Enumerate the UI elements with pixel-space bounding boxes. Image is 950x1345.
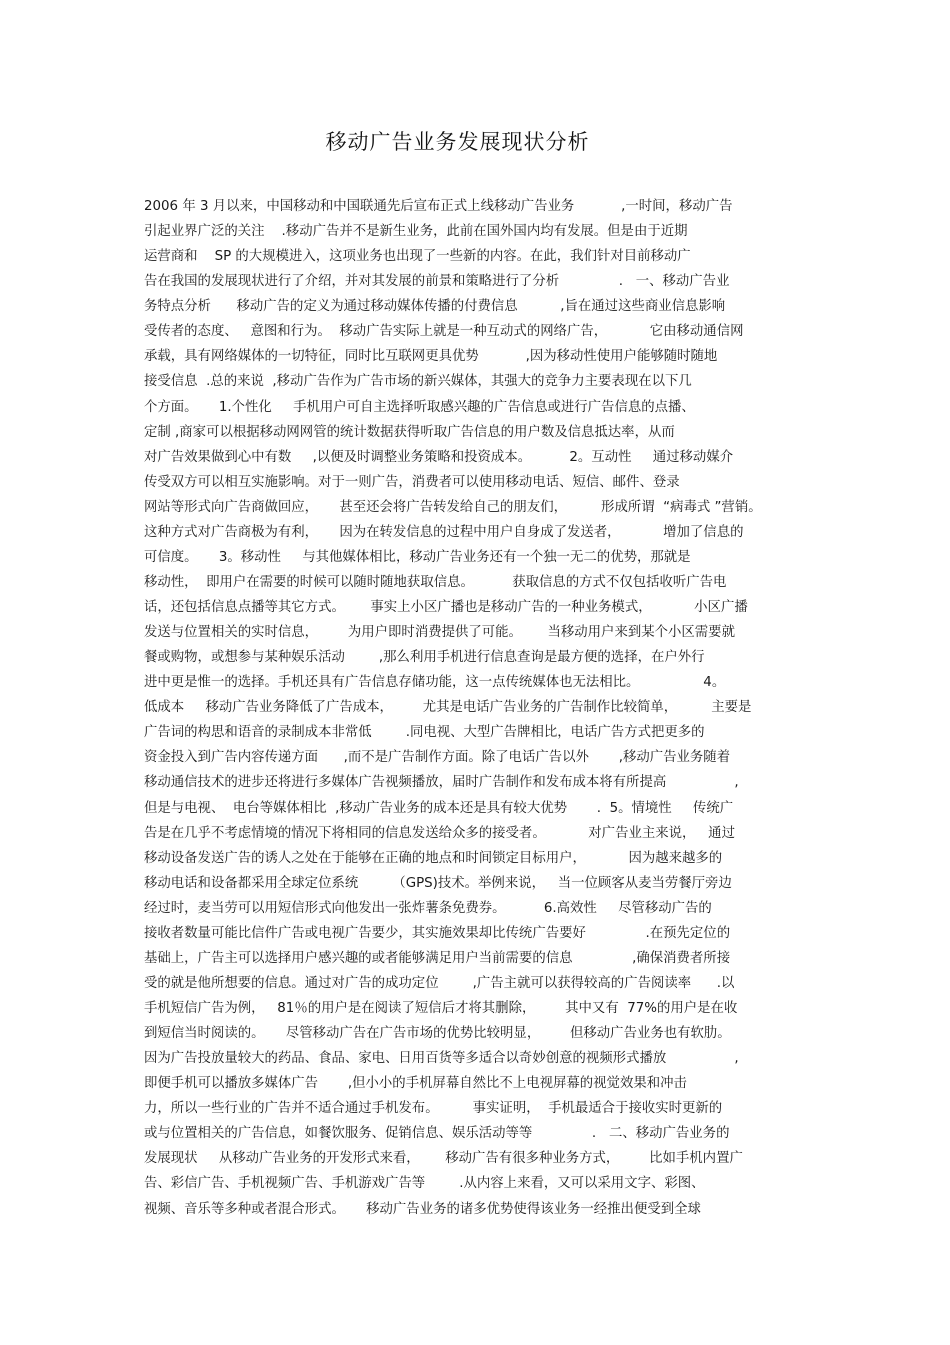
body-line: 低成本 移动广告业务降低了广告成本， 尤其是电话广告业务的广告制作比较简单， 主要是	[144, 700, 752, 716]
document-body	[144, 194, 806, 1222]
body-line: 发展现状 从移动广告业务的开发形式来看， 移动广告有很多种业务方式， 比如手机内置广	[144, 1151, 743, 1167]
body-line: 进中更是惟一的选择。手机还具有广告信息存储功能，这一点传统媒体也无法相比。 4。	[144, 675, 726, 691]
body-line: 受的就是他所想要的信息。通过对广告的成功定位 ,广告主就可以获得较高的广告阅读率 .以	[144, 975, 735, 991]
document-title: 移动广告业务发展现状分析	[325, 130, 590, 154]
body-line: 2006 年 3 月以来，中国移动和中国联通先后宣布正式上线移动广告业务 ,一时间，移动广告	[144, 199, 733, 214]
body-line: 手机短信广告为例， 81％的用户是在阅读了短信后才将其删除， 其中又有 77%的用户是在收	[144, 1001, 738, 1016]
body-line: 但是与电视、 电台等媒体相比 ,移动广告业务的成本还是具有较大优势 . 5。情境性 传统广	[144, 800, 734, 816]
body-line: 可信度。 3。移动性 与其他媒体相比，移动广告业务还有一个独一无二的优势，那就是	[144, 549, 691, 565]
body-line: 个方面。 1.个性化 手机用户可自主选择听取感兴趣的广告信息或进行广告信息的点播、	[144, 399, 695, 415]
body-line: 移动电话和设备都采用全球定位系统 （GPS)技术。举例来说， 当一位顾客从麦当劳餐厅旁边	[144, 875, 732, 891]
body-line: 或与位置相关的广告信息，如餐饮服务、促销信息、娱乐活动等等 . 二、移动广告业务的	[144, 1126, 730, 1142]
body-line: 即便手机可以播放多媒体广告 ,但小小的手机屏幕自然比不上电视屏幕的视觉效果和冲击	[144, 1076, 687, 1092]
body-line: 资金投入到广告内容传递方面 ,而不是广告制作方面。除了电话广告以外 ,移动广告业务随着	[144, 750, 731, 766]
body-line: 接受信息 .总的来说 ,移动广告作为广告市场的新兴媒体，其强大的竞争力主要表现在以下几	[144, 374, 692, 390]
body-line: 力，所以一些行业的广告并不适合通过手机发布。 事实证明， 手机最适合于接收实时更新的	[144, 1101, 723, 1117]
body-line: 对广告效果做到心中有数 ,以便及时调整业务策略和投资成本。 2。互动性 通过移动媒介	[144, 449, 734, 465]
body-line: 移动性， 即用户在需要的时候可以随时随地获取信息。 获取信息的方式不仅包括收听广告电	[144, 574, 727, 590]
body-line: 到短信当时阅读的。 尽管移动广告在广告市场的优势比较明显， 但移动广告业务也有软肋。	[144, 1026, 731, 1042]
body-line: 告在我国的发展现状进行了介绍，并对其发展的前景和策略进行了分析 . 一、移动广告业	[144, 274, 730, 290]
body-line: 广告词的构思和语音的录制成本非常低 .同电视、大型广告牌相比，电话广告方式把更多的	[144, 725, 705, 741]
body-line: 务特点分析 移动广告的定义为通过移动媒体传播的付费信息 ,旨在通过这些商业信息影响	[144, 299, 726, 315]
body-line: 告、彩信广告、手机视频广告、手机游戏广告等 .从内容上来看，又可以采用文字、彩图、	[144, 1176, 705, 1192]
body-line: 餐或购物，或想参与某种娱乐活动 ,那么利用手机进行信息查询是最方便的选择，在户外行	[144, 650, 705, 666]
body-line: 定制 ,商家可以根据移动网网管的统计数据获得听取广告信息的用户数及信息抵达率，从而	[144, 424, 675, 440]
body-line: 因为广告投放量较大的药品、食品、家电、日用百货等多适合以奇妙创意的视频形式播放 ,	[144, 1051, 739, 1067]
body-line: 网站等形式向广告商做回应， 甚至还会将广告转发给自己的朋友们， 形成所谓 “病毒式 ”营销。	[144, 499, 762, 515]
body-line: 受传者的态度、 意图和行为。 移动广告实际上就是一种互动式的网络广告， 它由移动通信网	[144, 324, 744, 340]
body-line: 承载，具有网络媒体的一切特征，同时比互联网更具优势 ,因为移动性使用户能够随时随地	[144, 349, 718, 365]
body-line: 视频、音乐等多种或者混合形式。 移动广告业务的诸多优势使得该业务一经推出便受到全球	[144, 1201, 701, 1217]
body-line: 移动设备发送广告的诱人之处在于能够在正确的地点和时间锁定目标用户， 因为越来越多的	[144, 850, 723, 866]
body-line: 移动通信技术的进步还将进行多媒体广告视频播放，届时广告制作和发布成本将有所提高 ,	[144, 775, 739, 791]
body-line: 引起业界广泛的关注 .移动广告并不是新生业务，此前在国外国内均有发展。但是由于近期	[144, 224, 688, 240]
body-line: 运营商和 SP 的大规模进入，这项业务也出现了一些新的内容。在此，我们针对目前移动广	[144, 249, 691, 265]
body-line: 传受双方可以相互实施影响。对于一则广告，消费者可以使用移动电话、短信、邮件、登录	[144, 474, 680, 490]
body-line: 接收者数量可能比信件广告或电视广告要少，其实施效果却比传统广告要好 .在预先定位的	[144, 925, 731, 941]
body-line: 经过时，麦当劳可以用短信形式向他发出一张炸薯条免费券。 6.高效性 尽管移动广告的	[144, 900, 712, 916]
body-line: 告是在几乎不考虑情境的情况下将相同的信息发送给众多的接受者。 对广告业主来说， 通过	[144, 825, 735, 841]
body-line: 基础上，广告主可以选择用户感兴趣的或者能够满足用户当前需要的信息 ,确保消费者所接	[144, 950, 731, 966]
body-line: 话，还包括信息点播等其它方式。 事实上小区广播也是移动广告的一种业务模式， 小区广播	[144, 600, 748, 615]
body-line: 这种方式对广告商极为有利， 因为在转发信息的过程中用户自身成了发送者， 增加了信息的	[144, 524, 744, 540]
body-line: 发送与位置相关的实时信息， 为用户即时消费提供了可能。 当移动用户来到某个小区需要就	[144, 625, 735, 641]
